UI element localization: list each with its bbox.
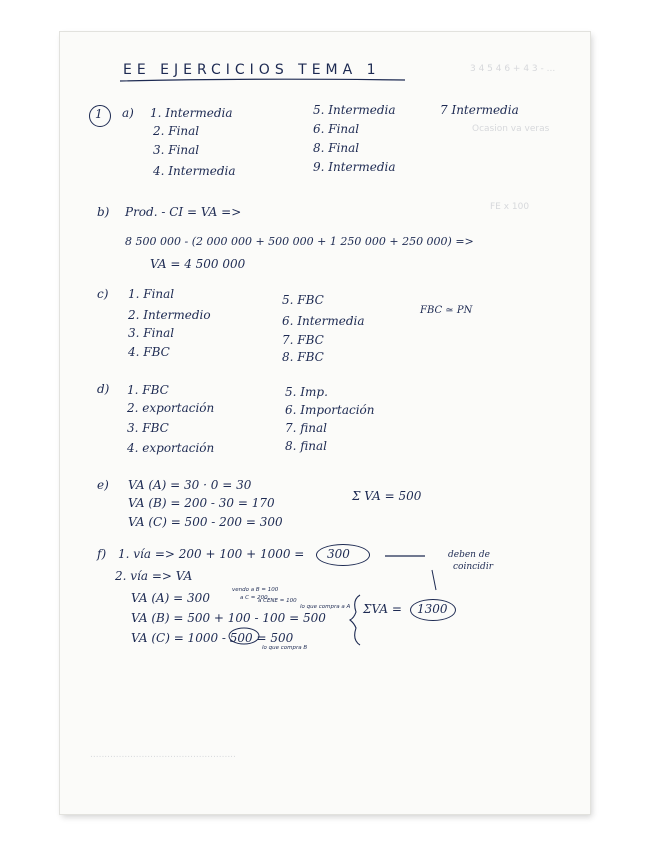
bleed-through-text: Ocasion va veras (472, 124, 550, 134)
section-c-item: 2. Intermedio (128, 308, 211, 322)
section-b-line1: Prod. - CI = VA => (125, 205, 242, 219)
section-f-via2: 2. vía => VA (115, 569, 193, 583)
section-a-item: 8. Final (313, 141, 360, 155)
section-b-line3: VA = 4 500 000 (150, 257, 246, 271)
section-c-item: 8. FBC (282, 350, 324, 364)
f-small-note: lo que compra B (262, 645, 308, 651)
section-d-item: 7. final (285, 421, 327, 435)
section-a-item: 2. Final (153, 124, 200, 138)
section-d-item: 6. Importación (285, 403, 375, 417)
section-c-item: 1. Final (128, 287, 175, 301)
section-c-note: FBC ≃ PN (420, 305, 473, 316)
section-a-item: 4. Intermedia (153, 164, 236, 178)
section-e-sum: Σ VA = 500 (352, 489, 422, 503)
section-c-item: 6. Intermedia (282, 314, 365, 328)
f-sum-value: 1300 (417, 602, 448, 616)
section-d-item: 5. Imp. (285, 385, 328, 399)
f-small-note: a C = 200 (240, 595, 268, 601)
section-a-item: 5. Intermedia (313, 103, 396, 117)
section-a-item: 1. Intermedia (150, 106, 233, 120)
section-d-label: d) (97, 382, 110, 396)
section-f-line: VA (B) = 500 + 100 - 100 = 500 (131, 611, 326, 625)
section-e-line: VA (C) = 500 - 200 = 300 (128, 515, 283, 529)
f-small-note: vendo a B = 100 (232, 587, 279, 593)
section-f-via1-result: 300 (327, 547, 350, 561)
bleed-through-text: FE x 100 (490, 202, 530, 212)
section-f-label: f) (97, 547, 107, 561)
section-d-item: 1. FBC (127, 383, 169, 397)
bleed-through-text: 3 4 5 4 6 + 4 3 - ... (470, 64, 556, 74)
section-c-label: c) (97, 287, 109, 301)
section-a-item: 6. Final (313, 122, 360, 136)
section-b-line2: 8 500 000 - (2 000 000 + 500 000 + 1 250 000 + 250 000) => (125, 235, 474, 248)
section-e-line: VA (A) = 30 · 0 = 30 (128, 478, 252, 492)
section-f-via1: 1. vía => 200 + 100 + 1000 = (118, 547, 305, 561)
f-small-note: a CENE = 100 (258, 598, 297, 604)
section-c-item: 4. FBC (128, 345, 170, 359)
section-c-item: 3. Final (128, 326, 175, 340)
section-e-label: e) (97, 478, 109, 492)
f-small-note: lo que compra a A (300, 604, 351, 610)
section-a-label: a) (122, 106, 134, 120)
f-arrow-note: deben de (448, 550, 490, 560)
section-b-label: b) (97, 205, 110, 219)
section-f-line: VA (C) = 1000 - 500 = 500 (131, 631, 294, 645)
section-f-line: VA (A) = 300 (131, 591, 210, 605)
section-d-item: 8. final (285, 439, 327, 453)
page-title: EE EJERCICIOS TEMA 1 (123, 62, 381, 78)
section-e-line: VA (B) = 200 - 30 = 170 (128, 496, 275, 510)
f-sum-label: ΣVA = (363, 602, 402, 616)
section-d-item: 4. exportación (127, 441, 215, 455)
exercise-number: 1 (95, 107, 103, 121)
section-a-item: 7 Intermedia (440, 103, 519, 117)
section-d-item: 3. FBC (127, 421, 169, 435)
f-arrow-note: coincidir (453, 562, 493, 572)
section-c-item: 5. FBC (282, 293, 324, 307)
section-a-item: 9. Intermedia (313, 160, 396, 174)
section-c-item: 7. FBC (282, 333, 324, 347)
section-a-item: 3. Final (153, 143, 200, 157)
bleed-through-text: ................................................... (90, 750, 236, 760)
section-d-item: 2. exportación (127, 401, 215, 415)
